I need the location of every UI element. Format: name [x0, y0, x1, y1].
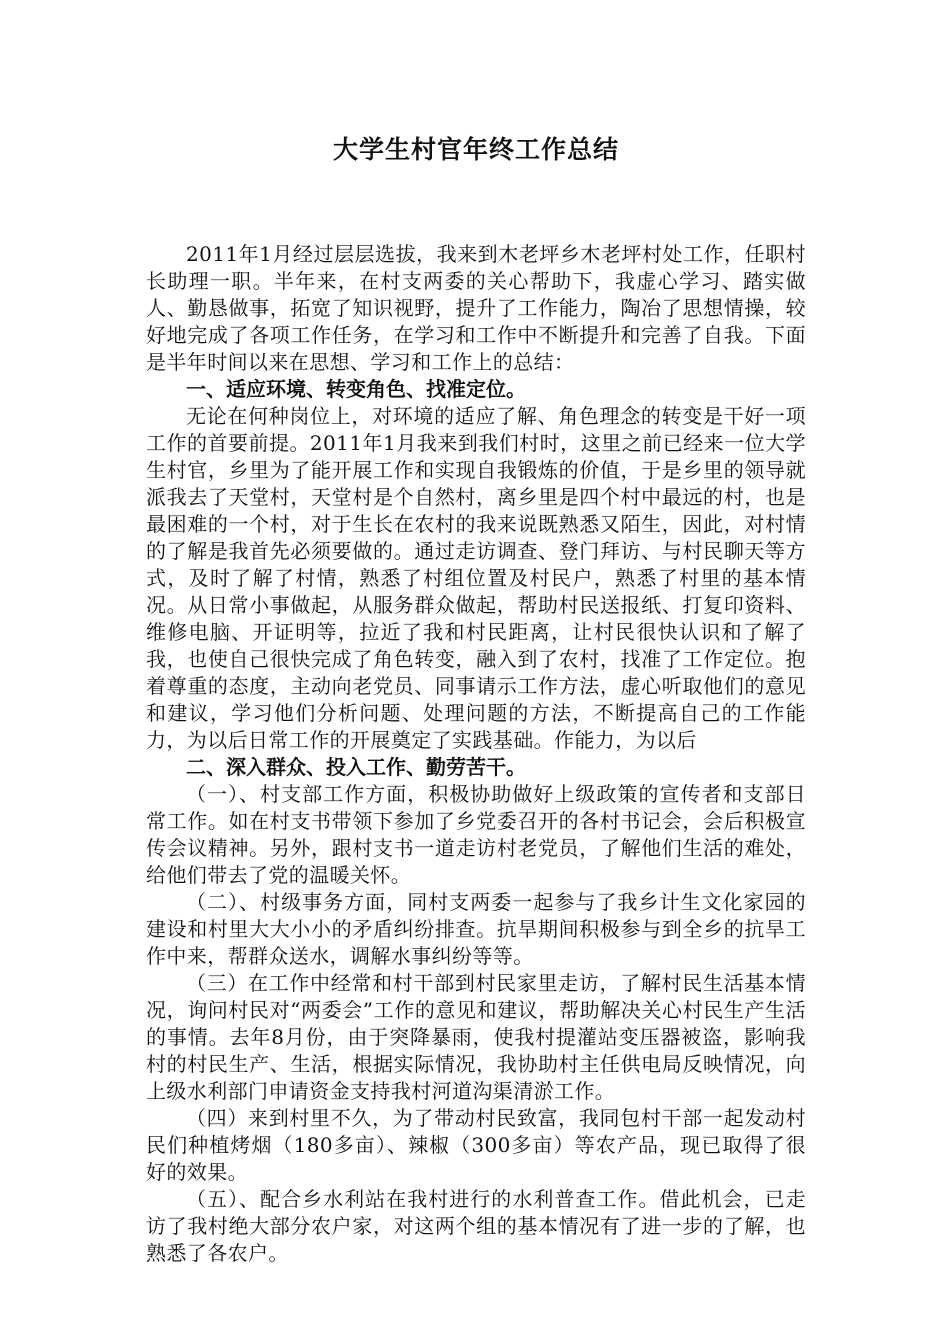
section-1-heading: 一、适应环境、转变角色、找准定位。: [186, 377, 526, 401]
document-title: 大学生村官年终工作总结: [332, 135, 619, 164]
document-page: [146, 130, 806, 1267]
section-2-item-1: （一）、村支部工作方面，积极协助做好上级政策的宣传者和支部日常工作。如在村支书带领下参加了乡党委召开的各村书记会，会后积极宣传会议精神。另外，跟村支书一道走访村老党员，了解他们生活的难处，给他们带去了党的温暖关怀。: [146, 782, 806, 887]
section-2-item-2: （二）、村级事务方面，同村支两委一起参与了我乡计生文化家园的建设和村里大大小小的矛盾纠纷排查。抗旱期间积极参与到全乡的抗旱工作中来，帮群众送水，调解水事纠纷等等。: [146, 890, 806, 968]
section-2-item-3: （三）在工作中经常和村干部到村民家里走访，了解村民生活基本情况，询问村民对“两委会”工作的意见和建议，帮助解决关心村民生产生活的事情。去年8月份，由于突降暴雨，使我村提灌站变压器被盗，影响我村的村民生产、生活，根据实际情况，我协助村主任供电局反映情况，向上级水利部门申请资金支持我村河道沟渠清淤工作。: [146, 971, 806, 1103]
section-2-heading: 二、深入群众、投入工作、勤劳苦干。: [186, 755, 526, 779]
section-2-item-4: （四）来到村里不久，为了带动村民致富，我同包村干部一起发动村民们种植烤烟（180多亩）、辣椒（300多亩）等农产品，现已取得了很好的效果。: [146, 1106, 806, 1184]
section-1-paragraph: 无论在何种岗位上，对环境的适应了解、角色理念的转变是干好一项工作的首要前提。2011年1月我来到我们村时，这里之前已经来一位大学生村官，乡里为了能开展工作和实现自我锻炼的价值，于是乡里的领导就派我去了天堂村，天堂村是个自然村，离乡里是四个村中最远的村，也是最困难的一个村，对于生长在农村的我来说既熟悉又陌生，因此，对村情的了解是我首先必须要做的。通过走访调查、登门拜访、与村民聊天等方式，及时了解了村情，熟悉了村组位置及村民户，熟悉了村里的基本情况。从日常小事做起，从服务群众做起，帮助村民送报纸、打复印资料、维修电脑、开证明等，拉近了我和村民距离，让村民很快认识和了解了我，也使自己很快完成了角色转变，融入到了农村，找准了工作定位。抱着尊重的态度，主动向老党员、同事请示工作方法，虚心听取他们的意见和建议，学习他们分析问题、处理问题的方法，不断提高自己的工作能力，为以后日常工作的开展奠定了实践基础。作能力，为以后: [146, 404, 806, 752]
intro-paragraph: 2011年1月经过层层选拔，我来到木老坪乡木老坪村处工作，任职村长助理一职。半年来，在村支两委的关心帮助下，我虚心学习、踏实做人、勤恳做事，拓宽了知识视野，提升了工作能力，陶冶了思想情操，较好地完成了各项工作任务，在学习和工作中不断提升和完善了自我。下面是半年时间以来在思想、学习和工作上的总结：: [146, 242, 806, 374]
section-2-item-5: （五）、配合乡水利站在我村进行的水利普查工作。借此机会，已走访了我村绝大部分农户家，对这两个组的基本情况有了进一步的了解，也熟悉了各农户。: [146, 1187, 806, 1265]
